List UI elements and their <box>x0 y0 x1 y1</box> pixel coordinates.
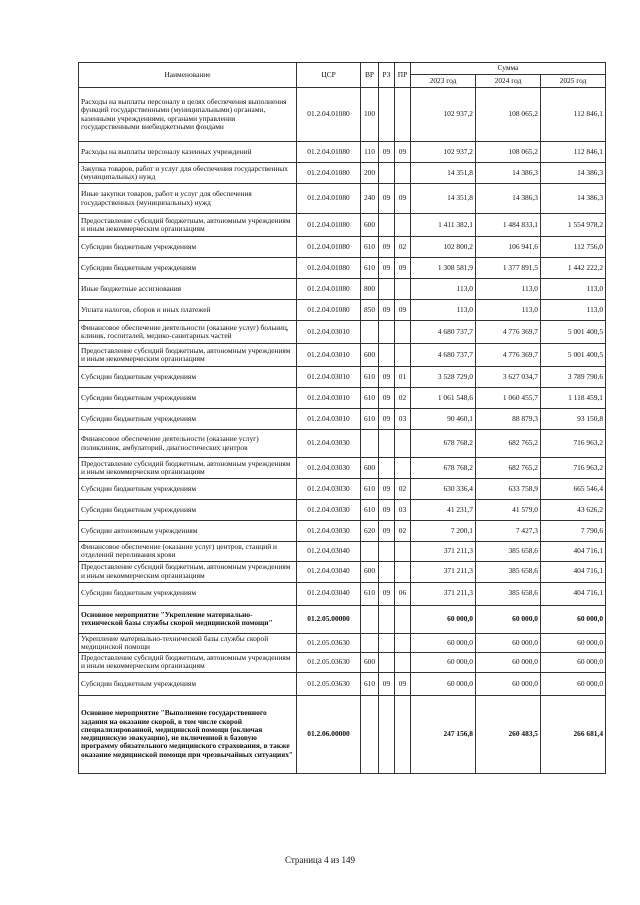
cell-2023: 14 351,8 <box>411 184 476 214</box>
cell-rz <box>379 633 395 653</box>
cell-vr: 610 <box>361 237 379 258</box>
cell-2025: 113,0 <box>541 279 606 300</box>
cell-name: Субсидии бюджетным учреждениям <box>79 500 297 521</box>
cell-2024: 385 658,6 <box>476 582 541 605</box>
cell-csr: 01.2.04.03030 <box>297 458 361 479</box>
cell-csr: 01.2.04.03040 <box>297 582 361 605</box>
cell-2023: 41 231,7 <box>411 500 476 521</box>
cell-2023: 4 680 737,7 <box>411 344 476 367</box>
cell-vr: 610 <box>361 258 379 279</box>
cell-name: Основное мероприятие "Укрепление материально-технической базы службы скорой медицинской помощи" <box>79 605 297 633</box>
cell-2024: 60 000,0 <box>476 633 541 653</box>
cell-2025: 665 546,4 <box>541 479 606 500</box>
cell-rz: 09 <box>379 388 395 409</box>
cell-pr: 03 <box>395 409 411 430</box>
cell-pr <box>395 542 411 562</box>
cell-2024: 3 627 034,7 <box>476 367 541 388</box>
cell-rz: 09 <box>379 500 395 521</box>
cell-2024: 113,0 <box>476 300 541 321</box>
cell-pr <box>395 163 411 184</box>
cell-csr: 01.2.05.03630 <box>297 633 361 653</box>
cell-rz: 09 <box>379 582 395 605</box>
cell-2025: 404 716,1 <box>541 542 606 562</box>
cell-2023: 678 768,2 <box>411 430 476 458</box>
cell-2024: 633 758,9 <box>476 479 541 500</box>
cell-pr <box>395 653 411 673</box>
cell-2024: 1 060 455,7 <box>476 388 541 409</box>
cell-csr: 01.2.04.01080 <box>297 142 361 163</box>
cell-csr: 01.2.04.03010 <box>297 321 361 344</box>
cell-csr: 01.2.04.03030 <box>297 521 361 542</box>
cell-pr <box>395 633 411 653</box>
cell-rz <box>379 542 395 562</box>
cell-pr: 06 <box>395 582 411 605</box>
table-row <box>79 458 606 479</box>
cell-2024: 4 776 369,7 <box>476 344 541 367</box>
cell-vr: 610 <box>361 479 379 500</box>
cell-2025: 404 716,1 <box>541 582 606 605</box>
cell-2023: 60 000,0 <box>411 605 476 633</box>
cell-pr: 09 <box>395 300 411 321</box>
cell-rz: 09 <box>379 409 395 430</box>
table-row <box>79 300 606 321</box>
cell-2023: 371 211,3 <box>411 542 476 562</box>
cell-2025: 7 790,6 <box>541 521 606 542</box>
cell-rz: 09 <box>379 479 395 500</box>
cell-csr: 01.2.04.01080 <box>297 300 361 321</box>
cell-2024: 260 483,5 <box>476 695 541 773</box>
cell-2023: 90 460,1 <box>411 409 476 430</box>
cell-2024: 14 386,3 <box>476 163 541 184</box>
cell-pr: 09 <box>395 672 411 695</box>
cell-pr <box>395 214 411 237</box>
cell-2025: 266 681,4 <box>541 695 606 773</box>
table-row <box>79 582 606 605</box>
cell-2025: 404 716,1 <box>541 561 606 582</box>
cell-rz <box>379 430 395 458</box>
cell-pr: 03 <box>395 500 411 521</box>
cell-csr: 01.2.04.03030 <box>297 430 361 458</box>
table-row <box>79 479 606 500</box>
cell-pr <box>395 695 411 773</box>
cell-2025: 93 150,8 <box>541 409 606 430</box>
cell-2025: 1 554 978,2 <box>541 214 606 237</box>
cell-2023: 14 351,8 <box>411 163 476 184</box>
table-row <box>79 321 606 344</box>
cell-vr <box>361 321 379 344</box>
budget-table <box>78 62 606 774</box>
cell-vr: 600 <box>361 214 379 237</box>
cell-rz: 09 <box>379 258 395 279</box>
header-row-top <box>79 63 606 75</box>
cell-name: Предоставление субсидий бюджетным, автономным учреждениям и иным некоммерческим организациям <box>79 653 297 673</box>
cell-2024: 385 658,6 <box>476 561 541 582</box>
cell-csr: 01.2.04.03010 <box>297 367 361 388</box>
cell-name: Субсидии бюджетным учреждениям <box>79 582 297 605</box>
table-row <box>79 142 606 163</box>
cell-csr: 01.2.04.03030 <box>297 479 361 500</box>
table-row <box>79 653 606 673</box>
cell-pr <box>395 279 411 300</box>
cell-csr: 01.2.05.00000 <box>297 605 361 633</box>
cell-2025: 1 442 222,2 <box>541 258 606 279</box>
cell-2023: 60 000,0 <box>411 672 476 695</box>
cell-pr: 02 <box>395 237 411 258</box>
cell-2023: 60 000,0 <box>411 653 476 673</box>
cell-name: Иные закупки товаров, работ и услуг для обеспечения государственных (муниципальных) нужд <box>79 184 297 214</box>
cell-pr: 09 <box>395 142 411 163</box>
cell-2023: 371 211,3 <box>411 561 476 582</box>
cell-vr: 110 <box>361 142 379 163</box>
cell-vr: 610 <box>361 582 379 605</box>
cell-vr <box>361 695 379 773</box>
col-header-sum: Сумма <box>411 63 606 75</box>
cell-2025: 43 626,2 <box>541 500 606 521</box>
cell-2025: 113,0 <box>541 300 606 321</box>
cell-2025: 5 001 400,5 <box>541 344 606 367</box>
cell-2024: 108 065,2 <box>476 88 541 142</box>
cell-rz: 09 <box>379 184 395 214</box>
cell-name: Предоставление субсидий бюджетным, автономным учреждениям и иным некоммерческим организациям <box>79 344 297 367</box>
cell-vr <box>361 430 379 458</box>
col-header-2023: 2023 год <box>411 75 476 88</box>
cell-name: Укрепление материально-технической базы службы скорой медицинской помощи <box>79 633 297 653</box>
table-row <box>79 521 606 542</box>
cell-name: Основное мероприятие "Выполнение государственного задания на оказание скорой, в том числе скорой специализированной, медицинской помощи (включая медицинскую эвакуацию), не включенной в базовую программу обязательного медицинского страхования, в также оказание медицинской помощи при чрезвычайных ситуациях" <box>79 695 297 773</box>
cell-name: Субсидии бюджетным учреждениям <box>79 237 297 258</box>
col-header-vr: ВР <box>361 63 379 88</box>
table-row <box>79 542 606 562</box>
col-header-pr: ПР <box>395 63 411 88</box>
cell-2025: 14 386,3 <box>541 184 606 214</box>
cell-csr: 01.2.04.01080 <box>297 163 361 184</box>
cell-name: Субсидии бюджетным учреждениям <box>79 258 297 279</box>
cell-2024: 60 000,0 <box>476 605 541 633</box>
cell-name: Расходы на выплаты персоналу в целях обеспечения выполнения функций государственными (муниципальными) органами, казенными учреждениями, органами управления государственными внебюджетными фондами <box>79 88 297 142</box>
col-header-2024: 2024 год <box>476 75 541 88</box>
cell-2023: 678 768,2 <box>411 458 476 479</box>
cell-vr: 610 <box>361 388 379 409</box>
cell-2023: 102 937,2 <box>411 88 476 142</box>
cell-vr <box>361 605 379 633</box>
cell-csr: 01.2.05.03630 <box>297 653 361 673</box>
cell-2023: 7 200,1 <box>411 521 476 542</box>
table-row <box>79 388 606 409</box>
cell-pr: 09 <box>395 258 411 279</box>
cell-2024: 41 579,0 <box>476 500 541 521</box>
cell-2024: 1 377 891,5 <box>476 258 541 279</box>
cell-2024: 113,0 <box>476 279 541 300</box>
cell-2025: 112 756,0 <box>541 237 606 258</box>
cell-csr: 01.2.04.03040 <box>297 561 361 582</box>
cell-csr: 01.2.04.03010 <box>297 388 361 409</box>
cell-pr: 01 <box>395 367 411 388</box>
cell-name: Финансовое обеспечение (оказание услуг) центров, станций и отделений переливания крови <box>79 542 297 562</box>
cell-rz: 09 <box>379 367 395 388</box>
cell-pr <box>395 605 411 633</box>
table-row <box>79 500 606 521</box>
cell-2023: 247 156,8 <box>411 695 476 773</box>
table-row <box>79 88 606 142</box>
table-row <box>79 184 606 214</box>
cell-2025: 5 001 400,5 <box>541 321 606 344</box>
cell-vr: 600 <box>361 653 379 673</box>
cell-2025: 716 963,2 <box>541 458 606 479</box>
col-header-2025: 2025 год <box>541 75 606 88</box>
cell-2023: 1 061 548,6 <box>411 388 476 409</box>
cell-name: Закупка товаров, работ и услуг для обеспечения государственных (муниципальных) нужд <box>79 163 297 184</box>
table-row <box>79 344 606 367</box>
table-row <box>79 633 606 653</box>
cell-pr <box>395 561 411 582</box>
col-header-name: Наименование <box>79 63 297 88</box>
cell-name: Финансовое обеспечение деятельности (оказание услуг) больниц, клиник, госпиталей, медико-санитарных частей <box>79 321 297 344</box>
cell-rz: 09 <box>379 300 395 321</box>
cell-2023: 60 000,0 <box>411 633 476 653</box>
cell-2024: 108 065,2 <box>476 142 541 163</box>
cell-pr <box>395 430 411 458</box>
cell-vr: 200 <box>361 163 379 184</box>
cell-name: Предоставление субсидий бюджетным, автономным учреждениям и иным некоммерческим организациям <box>79 458 297 479</box>
table-row <box>79 367 606 388</box>
cell-name: Субсидии бюджетным учреждениям <box>79 479 297 500</box>
cell-vr: 610 <box>361 500 379 521</box>
cell-rz: 09 <box>379 237 395 258</box>
cell-rz <box>379 214 395 237</box>
cell-2025: 1 118 459,1 <box>541 388 606 409</box>
cell-vr: 610 <box>361 672 379 695</box>
cell-rz <box>379 561 395 582</box>
cell-vr: 240 <box>361 184 379 214</box>
cell-vr: 600 <box>361 458 379 479</box>
cell-2023: 4 680 737,7 <box>411 321 476 344</box>
cell-2025: 60 000,0 <box>541 653 606 673</box>
table-row <box>79 237 606 258</box>
table-row <box>79 430 606 458</box>
cell-csr: 01.2.04.01080 <box>297 184 361 214</box>
cell-vr: 620 <box>361 521 379 542</box>
cell-2025: 112 846,1 <box>541 142 606 163</box>
cell-rz <box>379 653 395 673</box>
cell-csr: 01.2.04.01080 <box>297 237 361 258</box>
table-row <box>79 214 606 237</box>
cell-csr: 01.2.06.00000 <box>297 695 361 773</box>
cell-csr: 01.2.05.03630 <box>297 672 361 695</box>
table-row <box>79 672 606 695</box>
cell-pr: 02 <box>395 521 411 542</box>
cell-2023: 1 308 581,9 <box>411 258 476 279</box>
cell-csr: 01.2.04.03040 <box>297 542 361 562</box>
cell-name: Субсидии бюджетным учреждениям <box>79 409 297 430</box>
cell-2025: 14 386,3 <box>541 163 606 184</box>
cell-2023: 113,0 <box>411 279 476 300</box>
cell-2024: 60 000,0 <box>476 672 541 695</box>
cell-pr <box>395 88 411 142</box>
cell-2025: 60 000,0 <box>541 605 606 633</box>
cell-csr: 01.2.04.01080 <box>297 279 361 300</box>
cell-name: Иные бюджетные ассигнования <box>79 279 297 300</box>
cell-2024: 14 386,3 <box>476 184 541 214</box>
cell-2024: 106 941,6 <box>476 237 541 258</box>
cell-2023: 102 937,2 <box>411 142 476 163</box>
cell-csr: 01.2.04.03010 <box>297 344 361 367</box>
cell-name: Уплата налогов, сборов и иных платежей <box>79 300 297 321</box>
cell-rz <box>379 458 395 479</box>
cell-2023: 113,0 <box>411 300 476 321</box>
cell-2023: 630 336,4 <box>411 479 476 500</box>
cell-2024: 385 658,6 <box>476 542 541 562</box>
cell-name: Субсидии автономным учреждениям <box>79 521 297 542</box>
cell-csr: 01.2.04.01080 <box>297 258 361 279</box>
cell-name: Субсидии бюджетным учреждениям <box>79 367 297 388</box>
cell-pr: 02 <box>395 479 411 500</box>
table-row <box>79 695 606 773</box>
cell-2023: 3 528 729,0 <box>411 367 476 388</box>
cell-rz <box>379 695 395 773</box>
cell-pr: 02 <box>395 388 411 409</box>
table-row <box>79 409 606 430</box>
cell-pr <box>395 321 411 344</box>
cell-rz <box>379 605 395 633</box>
table-row <box>79 258 606 279</box>
cell-2023: 102 800,2 <box>411 237 476 258</box>
cell-2024: 682 765,2 <box>476 458 541 479</box>
col-header-rz: РЗ <box>379 63 395 88</box>
cell-2023: 1 411 382,1 <box>411 214 476 237</box>
cell-2024: 4 776 369,7 <box>476 321 541 344</box>
cell-pr <box>395 344 411 367</box>
cell-2025: 3 789 790,6 <box>541 367 606 388</box>
cell-vr: 600 <box>361 344 379 367</box>
cell-vr: 800 <box>361 279 379 300</box>
cell-csr: 01.2.04.03010 <box>297 409 361 430</box>
cell-2025: 60 000,0 <box>541 672 606 695</box>
cell-rz <box>379 321 395 344</box>
cell-rz: 09 <box>379 672 395 695</box>
cell-name: Расходы на выплаты персоналу казенных учреждений <box>79 142 297 163</box>
cell-rz <box>379 344 395 367</box>
cell-csr: 01.2.04.01080 <box>297 88 361 142</box>
cell-name: Предоставление субсидий бюджетным, автономным учреждениям и иным некоммерческим организациям <box>79 214 297 237</box>
cell-rz <box>379 88 395 142</box>
cell-2025: 60 000,0 <box>541 633 606 653</box>
cell-vr <box>361 633 379 653</box>
table-row <box>79 561 606 582</box>
cell-2024: 60 000,0 <box>476 653 541 673</box>
cell-rz <box>379 279 395 300</box>
cell-pr: 09 <box>395 184 411 214</box>
page-footer: Страница 4 из 149 <box>285 855 355 865</box>
cell-rz <box>379 163 395 184</box>
cell-rz: 09 <box>379 142 395 163</box>
cell-2023: 371 211,3 <box>411 582 476 605</box>
cell-name: Финансовое обеспечение деятельности (оказание услуг) поликлиник, амбулаторий, диагностических центров <box>79 430 297 458</box>
cell-2024: 88 879,3 <box>476 409 541 430</box>
cell-pr <box>395 458 411 479</box>
cell-csr: 01.2.04.01080 <box>297 214 361 237</box>
table-row <box>79 279 606 300</box>
col-header-csr: ЦСР <box>297 63 361 88</box>
cell-2024: 682 765,2 <box>476 430 541 458</box>
cell-2025: 112 846,1 <box>541 88 606 142</box>
cell-vr: 610 <box>361 409 379 430</box>
cell-rz: 09 <box>379 521 395 542</box>
table-row <box>79 605 606 633</box>
cell-name: Субсидии бюджетным учреждениям <box>79 388 297 409</box>
cell-vr: 600 <box>361 561 379 582</box>
table-row <box>79 163 606 184</box>
cell-vr: 100 <box>361 88 379 142</box>
cell-2024: 1 484 833,1 <box>476 214 541 237</box>
cell-2024: 7 427,3 <box>476 521 541 542</box>
cell-vr: 610 <box>361 367 379 388</box>
cell-vr <box>361 542 379 562</box>
cell-csr: 01.2.04.03030 <box>297 500 361 521</box>
cell-name: Предоставление субсидий бюджетным, автономным учреждениям и иным некоммерческим организациям <box>79 561 297 582</box>
cell-name: Субсидии бюджетным учреждениям <box>79 672 297 695</box>
cell-2025: 716 963,2 <box>541 430 606 458</box>
cell-vr: 850 <box>361 300 379 321</box>
